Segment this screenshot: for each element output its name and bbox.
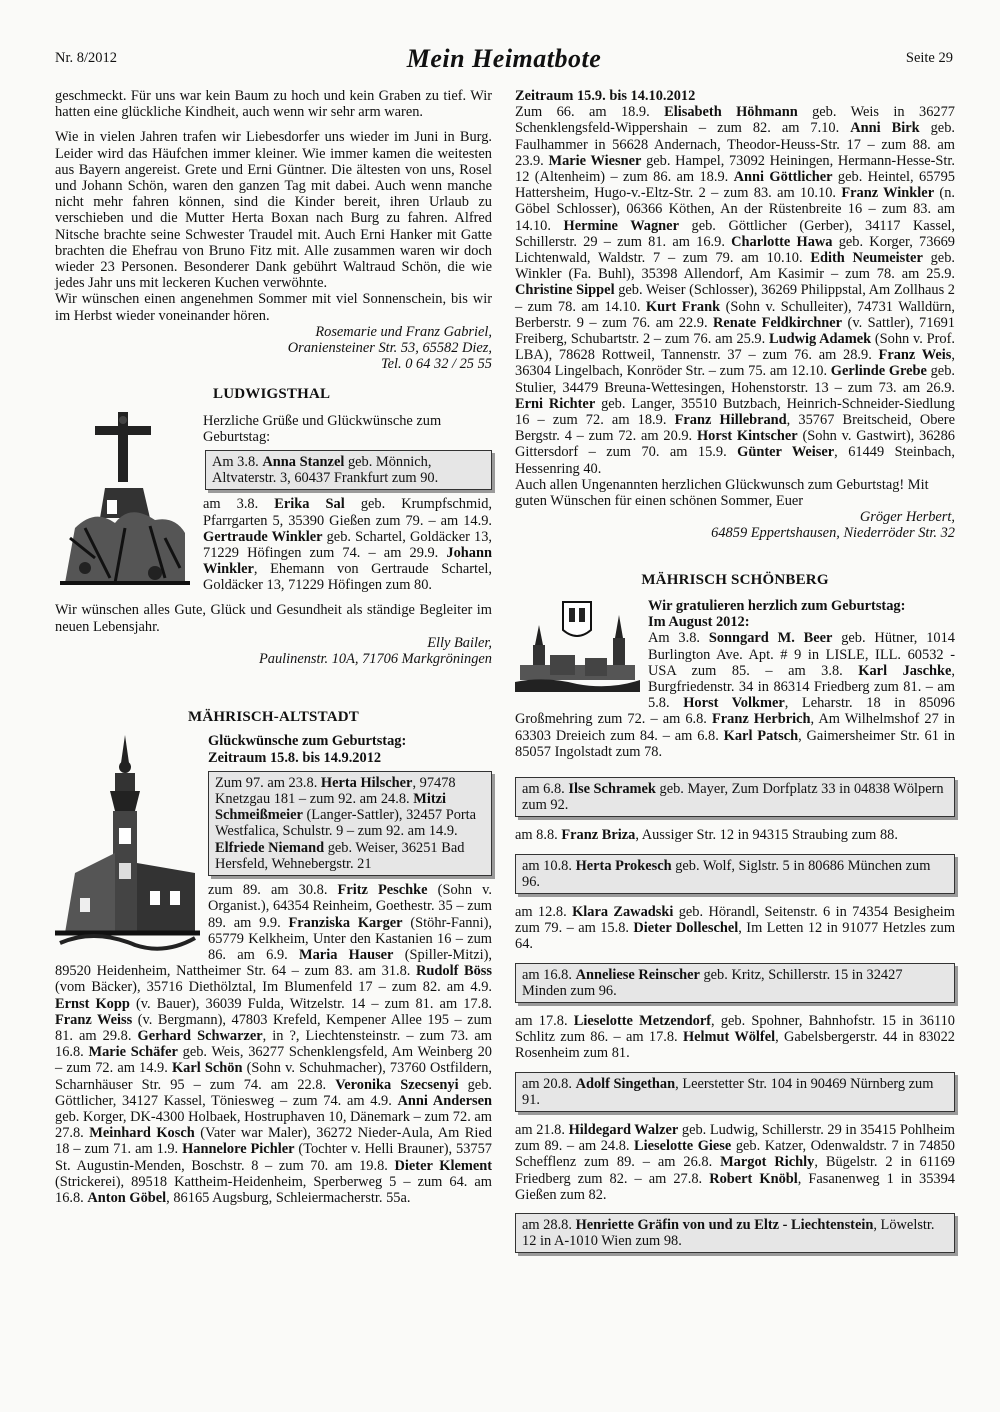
text-fragment: (Vater war Maler), 36272 Nieder-Aula, Am Ried 18 – zum 71. am 1.9.	[55, 1125, 492, 1158]
text-fragment: geb. Weis in 36277 Schenklengsfeld-Wippershain – zum 82. am 7.10.	[515, 104, 956, 137]
text-fragment: , Ehemann von Gertraude Schartel, Goldäcker 13, 71229 Höfingen zum 80.	[203, 561, 492, 594]
altstadt-period: Zeitraum 15.8. bis 14.9.2012	[208, 749, 382, 766]
text-fragment: zum 89. am 30.8.	[208, 882, 338, 899]
person-name: Franziska Karger	[288, 914, 403, 931]
person-name: Anneliese Reinscher	[575, 966, 700, 983]
schoenberg-box-1	[515, 777, 955, 817]
text-fragment: , 97478 Knetzgau 181 – zum 92. am 24.8.	[215, 774, 456, 808]
intro-paragraph-1: geschmeckt. Für uns war kein Baum zu hoch und kein Graben zu tief. Wir hatten eine glückliche Kindheit, auch wenn wir sehr arm waren.	[55, 88, 492, 121]
person-name: Anni Andersen	[397, 1092, 492, 1109]
person-name: Franz Weis	[878, 347, 952, 364]
person-name: Ludwig Adamek	[768, 331, 872, 348]
signature-gabriel	[55, 324, 492, 373]
text-fragment: (vom Bäcker), 35716 Diethölztal, Im Blumenfeld 17 – zum 82. am 4.9.	[55, 979, 492, 996]
text-fragment: , Gaimersheimer Str. 61 in 85057 Ingolstadt zum 78.	[515, 727, 955, 760]
text-fragment: am 10.8.	[522, 857, 576, 874]
person-name: Horst Volkmer	[683, 695, 785, 712]
text-fragment: , 36304 Lingelbach, Konröder Str. – zum 75. am 12.10.	[515, 347, 955, 380]
text-fragment: (Sohn v. Prof. LBA), 78628 Rottweil, Tannenstr. 37 – zum 76. am 28.9.	[515, 331, 955, 364]
schoenberg-text-4	[515, 1122, 955, 1203]
altstadt-title: MÄHRISCH-ALTSTADT	[188, 709, 359, 726]
person-name: Gerhard Schwarzer	[137, 1027, 263, 1044]
intro-paragraph-3: Wir wünschen einen angenehmen Sommer mit viel Sonnenschein, bis wir im Herbst wieder voneinander hören.	[55, 291, 492, 324]
text-fragment: geb. Korger, 73669 Lichtenwald, Waldstr. 7 – zum 79. am 10.10.	[515, 233, 956, 267]
person-name: Erni Richter	[515, 395, 596, 412]
text-fragment: , 35767 Breitscheid, Obere Bergstr. 4 – zum 72. am 20.9.	[515, 412, 955, 445]
page-number: Seite 29	[905, 50, 953, 66]
text-fragment: , Gabelsbergerstr. 44 in 83022 Rosenheim zum 81.	[515, 1029, 955, 1062]
text-fragment: am 21.8.	[515, 1121, 569, 1138]
text-fragment: geb. Weiser (Schlosser), 36269 Philippstal, Am Zollhaus 2 – zum 78. am 14.10.	[515, 282, 955, 315]
person-name: Gertraude Winkler	[203, 528, 323, 545]
text-fragment: , Im Letten 12 in 91077 Hetzles zum 64.	[515, 920, 956, 953]
person-name: Hermine Wagner	[563, 217, 679, 234]
person-name: Renate Feldkirchner	[712, 314, 843, 331]
right-birthday-text	[515, 104, 955, 477]
person-name: Kurt Frank	[645, 298, 721, 315]
person-name: Charlotte Hawa	[731, 233, 833, 250]
person-name: Adolf Singethan	[575, 1075, 676, 1092]
schoenberg-title: MÄHRISCH SCHÖNBERG	[641, 571, 829, 588]
text-fragment: geb. Winkler (Fa. Buhl), 35398 Allendorf, Am Kasimir – zum 78. am 25.9.	[515, 250, 955, 283]
signature-line: Elly Bailer,	[427, 634, 492, 651]
text-fragment: geb. Ludwig, Schillerstr. 29 in 35415 Pohlheim zum 89. – am 24.8.	[515, 1121, 955, 1155]
text-fragment: (v. Bergmann), 47803 Krefeld, Kempener Allee 195 – zum 81. am 29.8.	[55, 1011, 492, 1044]
text-fragment: (v. Bauer), 36039 Fulda, Witzelstr. 14 – zum 81. am 17.8.	[129, 995, 493, 1012]
person-name: Rudolf Böss	[416, 963, 493, 980]
person-name: Mitzi Schmeißmeier	[215, 791, 446, 824]
person-name: Herta Prokesch	[575, 857, 672, 874]
person-name: Ernst Kopp	[55, 995, 130, 1012]
person-name: Anna Stanzel	[262, 454, 345, 471]
text-fragment: Am 3.8.	[648, 630, 709, 647]
signature-line: Rosemarie und Franz Gabriel,	[315, 323, 492, 340]
issue-number: Nr. 8/2012	[55, 50, 118, 66]
person-name: Hannelore Pichler	[182, 1141, 295, 1158]
schoenberg-box-3	[515, 963, 955, 1003]
schoenberg-text-1	[515, 827, 955, 843]
text-fragment: geb. Heintel, 65795 Hattersheim, Hugo-v.-Eltz-Str. 2 – zum 83. am 10.10.	[515, 169, 955, 202]
text-fragment: geb. Langer, 35510 Butzbach, Heinrich-Schneider-Siedlung 16 – zum 72. am 18.9.	[515, 395, 956, 429]
text-fragment: geb. Mayer, Zum Dorfplatz 33 in 04838 Wölpern zum 92.	[522, 780, 944, 814]
person-name: Klara Zawadski	[572, 903, 674, 920]
person-name: Anni Göttlicher	[733, 169, 833, 186]
text-fragment: , Fasanenweg 1 in 35394 Gießen zum 82.	[515, 1170, 955, 1203]
person-name: Karl Jaschke	[858, 662, 952, 679]
signature-line: Gröger Herbert,	[859, 509, 955, 526]
ludwigsthal-greeting: Herzliche Grüße und Glückwünsche zum Geburtstag:	[203, 412, 442, 445]
text-fragment: (Stöhr-Fanni), 65779 Kelkheim, Unter den Kastanien 16 – zum 86. am 6.9.	[208, 914, 493, 963]
text-fragment: am 20.8.	[522, 1075, 576, 1092]
schoenberg-box-4	[515, 1072, 955, 1112]
person-name: Elfriede Niemand	[215, 839, 325, 856]
text-fragment: (n. Göbel Schlosser), 06366 Köthen, An der Rüstenbreite 16 – zum 83. am 14.10.	[515, 185, 956, 234]
text-fragment: (Strickerei), 89518 Kattheim-Heidenheim, Sperberweg 5 – zum 64. am 16.8.	[55, 1173, 492, 1206]
text-fragment: geb. Weiser, 36251 Bad Hersfeld, Wehnebergstr. 21	[215, 839, 465, 872]
ludwigsthal-section	[55, 386, 492, 667]
text-fragment: Zum 66. am 18.9.	[515, 104, 665, 121]
left-column	[55, 88, 492, 1206]
signature-line: Paulinenstr. 10A, 71706 Markgröningen	[258, 651, 492, 668]
intro-paragraph-2: Wie in vielen Jahren trafen wir Liebesdorfer uns wieder im Juni in Burg. Leider wird das Häufchen immer kleiner. Wie immer kamen die weitesten aus Bayern angereist. Grete und Erni Güntner. Die ältesten von uns, Rosel und Johann Schön, waren den ganzen Tag mit dabei. Auch wenn manche nicht mehr fahren können, sind die Kinder bereit, ihren Urlaub zu verschieben und die Mutter Herta Boxan nach Burg zu fahren. Alfred Nitsche brachte seine Schwester Traudel mit. Auch Erni Hanker mit Gatte brachten die Ehefrau von Bruno Fitz mit. Alle zusammen waren wir doch wieder 23 Personen. Besonderer Dank gebührt Waltraud Schön, die wie jedes Jahr uns mit leckeren Kuchen verwöhnte.	[55, 129, 492, 292]
person-name: Dieter Dolleschel	[633, 920, 739, 937]
schoenberg-section	[515, 572, 955, 1254]
text-fragment: geb. Weis, 36277 Schenklengsfeld, Am Weinberg 20 – zum 72. am 14.9.	[55, 1044, 492, 1077]
text-fragment: (Sohn v. Gastwirt), 36286 Gittersdorf – zum 70. am 15.9.	[515, 428, 955, 461]
text-fragment: geb. Hütner, 1014 Burlington Ave. Apt. # 9 in LISLE, ILL. 60532 - USA zum 85. – am 3.8.	[648, 630, 956, 679]
altstadt-highlight-box	[208, 771, 492, 876]
text-fragment: am 3.8.	[203, 496, 275, 513]
right-period: Zeitraum 15.9. bis 14.10.2012	[515, 88, 696, 104]
text-fragment: am 8.8.	[515, 827, 562, 844]
person-name: Karl Schön	[171, 1060, 243, 1077]
text-fragment: , Aussiger Str. 12 in 94315 Straubing zum 88.	[635, 827, 898, 844]
person-name: Margot Richly	[720, 1154, 815, 1171]
text-fragment: geb. Göttlicher (Gerber), 34117 Kassel, Schillerstr. 29 – zum 81. am 16.9.	[515, 217, 955, 250]
altstadt-greeting: Glückwünsche zum Geburtstag:	[208, 733, 407, 750]
person-name: Christine Sippel	[515, 282, 615, 299]
signature-bailer	[55, 635, 492, 667]
text-fragment: , Leerstetter Str. 104 in 90469 Nürnberg zum 91.	[522, 1075, 934, 1108]
schoenberg-text-3	[515, 1013, 955, 1062]
person-name: Elisabeth Höhmann	[664, 104, 798, 121]
signature-line: Oraniensteiner Str. 53, 65582 Diez,	[287, 340, 492, 357]
text-fragment: geb. Göttlicher, 34127 Kassel, Töniesweg – zum 74. am 4.9.	[55, 1076, 492, 1109]
text-fragment: am 16.8.	[522, 966, 576, 983]
text-fragment: geb. Hampel, 73092 Heiningen, Hermann-Hesse-Str. 12 (Altenheim) – zum 86. am 18.9.	[515, 152, 955, 186]
text-fragment: geb. Stulier, 34479 Breuna-Wettesingen, Hohenstorstr. 13 – zum 73. am 26.9.	[515, 363, 955, 396]
right-column	[515, 88, 955, 1259]
person-name: Edith Neumeister	[810, 250, 923, 267]
schoenberg-text-2	[515, 904, 955, 953]
text-fragment: , Löwelstr. 12 in A-1010 Wien zum 98.	[522, 1216, 935, 1250]
text-fragment: geb. Krumpfschmid, Pfarrgarten 5, 35390 Gießen zum 79. – am 14.9.	[203, 496, 492, 529]
person-name: Dieter Klement	[394, 1157, 493, 1174]
signature-groeger	[515, 509, 955, 541]
text-fragment: geb. Mönnich, Altvaterstr. 3, 60437 Frankfurt zum 90.	[212, 454, 439, 487]
person-name: Günter Weiser	[737, 444, 835, 461]
person-name: Maria Hauser	[299, 946, 394, 963]
person-name: Helmut Wölfel	[682, 1029, 776, 1046]
person-name: Marie Wiesner	[548, 152, 642, 169]
person-name: Herta Hilscher	[320, 774, 413, 791]
ludwigsthal-title: LUDWIGSTHAL	[213, 386, 331, 403]
text-fragment: , Bügelstr. 2 in 61169 Friedberg zum 82. – am 27.8.	[515, 1154, 956, 1187]
masthead-logo: Mein Heimatbote	[406, 44, 602, 73]
text-fragment: geb. Korger, DK-4300 Holbaek, Hostruphaven 10, Dänemark – zum 72. am 27.8.	[55, 1108, 492, 1142]
person-name: Hildegard Walzer	[568, 1121, 679, 1138]
text-fragment: , 86165 Augsburg, Schleiermacherstr. 55a.	[166, 1189, 411, 1206]
person-name: Marie Schäfer	[88, 1044, 178, 1061]
text-fragment: , in ?, Liechtensteinstr. – zum 73. am 16.8.	[55, 1027, 492, 1061]
person-name: Franz Hillebrand	[674, 412, 787, 429]
right-closing: Auch allen Ungenannten herzlichen Glückwunsch zum Geburtstag! Mit guten Wünschen für einen schönen Sommer, Euer	[515, 476, 929, 510]
town-illustration	[515, 600, 640, 695]
person-name: Meinhard Kosch	[89, 1125, 195, 1142]
text-fragment: , 61449 Steinbach, Hessenring 40.	[515, 444, 955, 477]
schoenberg-box-2	[515, 854, 955, 894]
person-name: Lieselotte Metzendorf	[573, 1012, 712, 1029]
text-fragment: am 17.8.	[515, 1012, 574, 1029]
person-name: Franz Weiss	[55, 1011, 133, 1028]
text-fragment: geb. Schartel, Goldäcker 13, 71229 Höfingen zum 74. – am 29.9.	[203, 528, 492, 562]
text-fragment: am 28.8.	[522, 1216, 576, 1233]
text-fragment: geb. Katzer, Odenwaldstr. 7 in 74850 Schefflenz zum 89. – am 26.8.	[515, 1138, 955, 1171]
crucifix-illustration	[55, 408, 195, 598]
page-header	[55, 44, 953, 74]
schoenberg-greeting: Wir gratulieren herzlich zum Geburtstag:	[648, 597, 906, 614]
person-name: Johann Winkler	[203, 545, 492, 578]
person-name: Karl Patsch	[723, 727, 799, 744]
text-fragment: geb. Hörandl, Seitenstr. 6 in 74354 Besigheim zum 79. – am 15.8.	[515, 903, 955, 937]
person-name: Franz Winkler	[841, 185, 935, 202]
signature-line: 64859 Eppertshausen, Niederröder Str. 32	[711, 525, 955, 542]
person-name: Erika Sal	[274, 496, 345, 513]
text-fragment: (Langer-Sattler), 32457 Porta Westfalica, Schulstr. 9 – zum 92. am 14.9.	[215, 807, 477, 840]
person-name: Franz Herbrich	[711, 711, 811, 728]
text-fragment: Zum 97. am 23.8.	[215, 774, 321, 791]
person-name: Fritz Peschke	[337, 882, 428, 899]
church-illustration	[55, 733, 200, 958]
text-fragment: , geb. Spohner, Bahnhofstr. 15 in 36110 Schlitz zum 86. – am 17.8.	[515, 1012, 956, 1046]
text-fragment: Am 3.8.	[212, 454, 263, 471]
text-fragment: geb. Wolf, Siglstr. 5 in 80686 München zum 96.	[522, 857, 931, 890]
person-name: Lieselotte Giese	[634, 1138, 732, 1155]
text-fragment: (Sohn v. Organist.), 64354 Reinheim, Goethestr. 35 – zum 89. am 9.9.	[208, 882, 492, 931]
text-fragment: am 12.8.	[515, 903, 573, 920]
altstadt-section	[55, 709, 492, 1206]
person-name: Sonngard M. Beer	[708, 630, 833, 647]
person-name: Veronika Szecsenyi	[335, 1076, 459, 1093]
text-fragment: , Burgfriedenstr. 34 in 86314 Friedberg zum 81. – am 5.8.	[648, 662, 955, 712]
ludwigsthal-highlight-box	[205, 450, 492, 490]
text-fragment: (Spiller-Mitzi), 89520 Heidenheim, Nattheimer Str. 64 – zum 83. am 31.8.	[55, 946, 492, 980]
person-name: Henriette Gräfin von und zu Eltz - Liechtenstein	[575, 1216, 874, 1233]
text-fragment: (Sohn v. Schulleiter), 74731 Walldürn, Berberstr. 9 – zum 76. am 22.9.	[515, 298, 955, 331]
text-fragment: am 6.8.	[522, 780, 569, 797]
person-name: Gerlinde Grebe	[830, 363, 927, 380]
person-name: Horst Kintscher	[696, 428, 798, 445]
text-fragment: , Am Wilhelmshof 27 in 63303 Dreieich zum 84. – am 6.8.	[515, 711, 956, 744]
person-name: Ilse Schramek	[568, 780, 656, 797]
text-fragment: geb. Kritz, Schillerstr. 15 in 32427 Minden zum 96.	[522, 966, 903, 999]
text-fragment: (Tochter v. Helli Brauner), 53757 St. Augustin-Menden, Boschstr. 8 – zum 70. am 19.8.	[55, 1141, 492, 1174]
person-name: Anni Birk	[850, 120, 920, 137]
person-name: Anton Göbel	[87, 1189, 167, 1206]
text-fragment: geb. Faulhammer in 56628 Andernach, Theodor-Heuss-Str. 17 – zum 88. am 23.9.	[515, 120, 955, 169]
text-fragment: (Sohn v. Schuhmacher), 73760 Ostfildern, Scharnhäuser Str. 95 – zum 74. am 22.8.	[55, 1060, 492, 1093]
signature-line: Tel. 0 64 32 / 25 55	[380, 356, 492, 373]
ludwigsthal-wish: Wir wünschen alles Gute, Glück und Gesundheit als ständige Begleiter im neuen Lebensjahr.	[55, 602, 492, 635]
text-fragment: , Leharstr. 18 in 85096 Großmehring zum 72. – am 6.8.	[515, 695, 955, 728]
person-name: Franz Briza	[561, 827, 636, 844]
schoenberg-box-5	[515, 1213, 955, 1253]
schoenberg-month: Im August 2012:	[648, 614, 750, 631]
person-name: Robert Knöbl	[709, 1170, 798, 1187]
text-fragment: (v. Sattler), 71691 Freiberg, Schubartstr. 2 – zum 76. am 25.9.	[515, 314, 955, 348]
